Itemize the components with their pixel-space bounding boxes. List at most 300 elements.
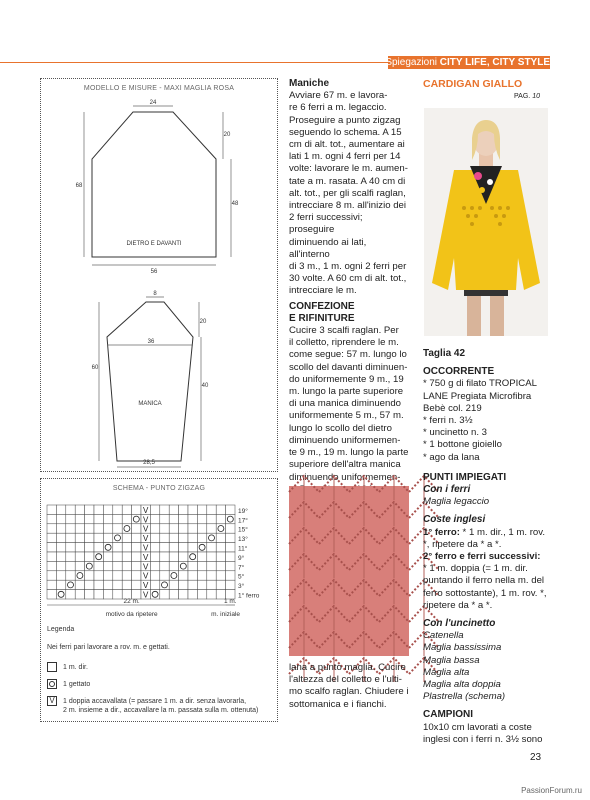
grid-cell [169,590,178,599]
legend-item-yarnover: 1 gettato [47,679,90,689]
text-line: di una manica diminuendo [289,398,402,410]
grid-cell [179,571,188,580]
grid-cell [75,505,84,514]
text-line: re 6 ferri a m. legaccio. [289,102,387,114]
grid-cell [216,505,225,514]
grid-cell [75,543,84,552]
list-item: Bebè col. 219 [423,402,482,414]
list-item: * ferri n. 3½ [423,415,473,427]
text-line: sottomanica e i fianchi. [289,698,387,710]
repeat-width-label: 22 m. [123,598,140,605]
grid-cell [132,524,141,533]
grid-cell [197,514,206,523]
row-number: 1° ferro [238,592,260,600]
yarnover-symbol-icon [47,679,57,689]
gauge-text [423,722,550,746]
grid-cell [160,590,169,599]
text-line: lati 1 m. ogni 4 ferri per 14 [289,151,401,163]
grid-cell [150,505,159,514]
grid-cell [179,505,188,514]
grid-cell [169,505,178,514]
text-line: Proseguire a punto zigzag [289,114,401,126]
grid-cell [150,571,159,580]
text-line: do uniformemente 9 m., 19 [289,373,404,385]
coste-row1: 1° ferro: * 1 m. dir., 1 m. rov. [423,526,546,538]
grid-cell [56,514,65,523]
text-line: alt. tot., per gli scalfi raglan, [289,187,406,199]
text-line: intrecciare le m. [289,285,357,297]
row-number: 19° [238,507,248,515]
text-line: volte: lavorare le m. aumen- [289,163,408,175]
grid-cell [94,505,103,514]
grid-cell [122,543,131,552]
sleeve-width-mid: 36 [147,339,155,345]
grid-cell [56,524,65,533]
grid-cell [132,552,141,561]
grid-cell [160,514,169,523]
grid-cell [122,514,131,523]
grid-cell [160,571,169,580]
grid-cell [47,524,56,533]
list-item: Plastrella (schema) [423,691,506,703]
grid-cell [56,505,65,514]
row-number: 17° [238,517,248,525]
coste-heading: Coste inglesi [423,514,486,526]
legend-title: Legenda [47,626,75,633]
grid-cell [226,533,235,542]
grid-cell [188,580,197,589]
row-number: 3° [238,583,245,591]
grid-cell [169,524,178,533]
maniche-text [289,90,409,297]
page-ref: PAG. 10 [514,93,540,100]
measures-panel [40,78,278,472]
grid-cell [169,552,178,561]
text-line: diminuendo ai lati, all'interno [289,236,367,260]
grid-cell [66,524,75,533]
front-width-bottom: 56 [150,269,158,275]
grid-cell [75,590,84,599]
text-line: lana a punto maglia. Cucire [289,662,406,673]
maniche-heading: Maniche [289,78,330,89]
zigzag-panel [40,478,278,722]
grid-cell [207,590,216,599]
grid-cell [197,571,206,580]
crochet-stitch-list [423,630,550,703]
grid-cell [150,524,159,533]
confezione-heading-2: E RIFINITURE [289,312,355,324]
list-item: Catenella [423,630,464,642]
grid-cell [94,533,103,542]
grid-cell [179,580,188,589]
grid-cell [179,543,188,552]
header-title: Spiegazioni CITY LIFE, CITY STYLE [385,57,550,68]
grid-cell [113,580,122,589]
grid-cell [179,533,188,542]
sleeve-raglan-height: 20 [199,319,207,325]
grid-cell [56,533,65,542]
grid-cell [207,524,216,533]
grid-cell [207,505,216,514]
grid-cell [207,543,216,552]
grid-cell [197,552,206,561]
grid-cell [188,505,197,514]
grid-cell [47,561,56,570]
grid-cell [150,561,159,570]
text-line: uniformemente 5 m., 57 m. [289,410,404,422]
grid-cell [47,533,56,542]
grid-cell [197,524,206,533]
zigzag-chart [41,479,277,618]
grid-cell [47,571,56,580]
grid-cell [207,561,216,570]
right-column-body [423,348,550,746]
row-number: 5° [238,573,245,581]
list-item: * uncinetto n. 3 [423,427,488,439]
grid-cell [132,580,141,589]
grid-cell [56,552,65,561]
confezione-heading-1: CONFEZIONE [289,300,355,312]
grid-cell [188,561,197,570]
text-line: tate a m. rasata. A 40 cm di [289,175,406,187]
grid-cell [85,514,94,523]
grid-cell [66,514,75,523]
grid-cell [122,533,131,542]
middle-column-end [289,662,409,711]
grid-cell [216,543,225,552]
grid-cell [169,543,178,552]
text-line: 10x10 cm lavorati a coste [423,721,532,733]
grid-cell [132,571,141,580]
grid-cell [85,571,94,580]
grid-cell [47,543,56,552]
grid-cell [226,571,235,580]
grid-cell [188,514,197,523]
list-item: LANE Pregiata Microfibra [423,390,532,402]
right-column [423,78,550,100]
list-item: * ago da lana [423,451,480,463]
grid-cell [56,543,65,552]
grid-cell [75,561,84,570]
grid-cell [160,505,169,514]
grid-cell [179,590,188,599]
zigzag-swatch-image [289,486,409,656]
text-line: il colletto, riprendere le m. [289,337,399,349]
list-item: Maglia alta [423,666,470,678]
size-heading: Taglia 42 [423,348,466,359]
coste-row2-heading: 2° ferro e ferri successivi: [423,551,541,563]
coste-row1-cont: *, ripetere da * a *. [423,538,502,550]
grid-cell [94,543,103,552]
grid-cell [150,543,159,552]
grid-cell [47,552,56,561]
text-line: diminuendo uniformemen- [289,471,401,483]
grid-cell [103,580,112,589]
text-line: l'altezza del colletto e l'ulti- [289,674,402,686]
decrease-symbol: V [143,571,149,581]
text-line: intrecciare 8 m. all'inizio dei [289,200,407,212]
grid-cell [150,552,159,561]
grid-cell [197,590,206,599]
list-item: * 1 bottone gioiello [423,439,502,451]
grid-cell [216,580,225,589]
legend-item-knit: 1 m. dir. [47,662,88,672]
grid-cell [226,543,235,552]
decrease-symbol: V [143,524,149,534]
grid-cell [94,580,103,589]
grid-cell [160,543,169,552]
front-total-height: 68 [75,183,83,189]
text-line: 30 volte. A 60 cm di alt. tot., [289,273,407,285]
grid-cell [160,561,169,570]
grid-cell [113,552,122,561]
sleeve-lower-height: 40 [201,383,209,389]
grid-cell [103,561,112,570]
text-line: inglesi con i ferri n. 3½ sono [423,733,543,745]
motif-label: motivo da ripetere [105,611,158,618]
grid-cell [94,571,103,580]
grid-cell [160,533,169,542]
grid-cell [85,543,94,552]
row-number: 11° [238,545,248,553]
decrease-symbol: V [143,505,149,515]
grid-cell [85,590,94,599]
campioni-heading: CAMPIONI [423,709,473,721]
finishing-text [289,662,409,711]
row-number: 9° [238,554,245,562]
grid-cell [85,524,94,533]
watermark: PassionForum.ru [521,786,582,795]
coste-row2-text [423,563,550,612]
uncinetto-heading: Con l'uncinetto [423,618,496,630]
text-line: ferro sottostante), 1 m. rov. *, [423,587,547,599]
text-line: m. lungo la parte superiore [289,386,404,398]
text-line: come segue: 57 m. lungo lo [289,349,407,361]
grid-cell [103,590,112,599]
middle-column [289,78,409,545]
grid-cell [47,514,56,523]
list-item: Maglia bassa [423,654,480,666]
grid-cell [188,543,197,552]
start-stitch-label: m. iniziale [211,611,241,618]
text-line: Avviare 67 m. e lavora- [289,90,388,102]
grid-cell [75,552,84,561]
text-line: seguendo lo schema. A 15 [289,126,402,138]
front-label: DIETRO E DAVANTI [126,241,182,247]
front-raglan-height: 20 [223,132,231,138]
grid-cell [113,524,122,533]
grid-cell [150,514,159,523]
grid-cell [207,514,216,523]
front-width-top: 24 [149,100,157,106]
grid-cell [47,590,56,599]
sleeve-width-bottom: 28,5 [143,460,155,466]
grid-cell [94,524,103,533]
grid-cell [56,580,65,589]
grid-cell [113,543,122,552]
punti-heading: PUNTI IMPIEGATI [423,471,507,483]
grid-cell [85,552,94,561]
measures-title: MODELLO E MISURE - MAXI MAGLIA ROSA [83,85,235,92]
header-rule [0,62,388,63]
grid-cell [188,524,197,533]
grid-cell [216,571,225,580]
row-number: 13° [238,536,248,544]
grid-cell [66,533,75,542]
model-photo [424,108,548,336]
grid-cell [66,552,75,561]
decrease-symbol: V [143,590,149,600]
grid-cell [66,561,75,570]
grid-cell [197,580,206,589]
legend-item-decrease: V 1 doppia accavallata (= passare 1 m. a dir. senza lavorarla, 2 m. insieme a dir., accavallare la m. passata sulla m. ottenuta) [47,696,258,715]
grid-cell [188,571,197,580]
decrease-symbol: V [143,581,149,591]
grid-cell [113,514,122,523]
grid-cell [94,561,103,570]
grid-cell [94,514,103,523]
text-line: puntando il ferro nella m. del [423,575,545,587]
grid-cell [103,524,112,533]
list-item: Maglia alta doppia [423,679,501,691]
grid-cell [226,561,235,570]
grid-cell [56,561,65,570]
grid-cell [47,505,56,514]
grid-cell [216,514,225,523]
row-number: 7° [238,564,245,572]
grid-cell [66,543,75,552]
grid-cell [113,571,122,580]
grid-cell [122,552,131,561]
grid-cell [113,590,122,599]
grid-cell [113,505,122,514]
grid-cell [226,524,235,533]
grid-cell [132,561,141,570]
grid-cell [207,580,216,589]
grid-cell [85,580,94,589]
decrease-symbol: V [143,552,149,562]
page-number: 23 [530,752,542,763]
grid-cell [150,580,159,589]
grid-cell [75,514,84,523]
grid-cell [103,514,112,523]
project-title: CARDIGAN GIALLO [423,78,523,90]
grid-cell [103,505,112,514]
grid-cell [132,505,141,514]
grid-cell [103,552,112,561]
grid-cell [150,533,159,542]
grid-cell [103,533,112,542]
row-number: 15° [238,526,248,534]
grid-cell [197,561,206,570]
grid-cell [75,524,84,533]
grid-cell [132,543,141,552]
knit-symbol-icon [47,662,57,672]
grid-cell [75,580,84,589]
grid-cell [103,571,112,580]
zigzag-title: SCHEMA - PUNTO ZIGZAG [112,485,206,492]
occorrente-heading: OCCORRENTE [423,366,495,378]
grid-cell [66,505,75,514]
grid-cell [169,580,178,589]
front-body-height: 48 [231,201,239,207]
sleeve-shape [107,302,193,461]
grid-cell [85,505,94,514]
grid-cell [113,561,122,570]
grid-cell [169,533,178,542]
grid-cell [122,571,131,580]
sleeve-label: MANICA [138,401,162,407]
grid-cell [160,524,169,533]
grid-cell [56,571,65,580]
text-line: te 9 m., 19 m. lungo la parte [289,447,409,459]
grid-cell [179,524,188,533]
legend-note: Nei ferri pari lavorare a rov. m. e gettati. [47,644,170,651]
grid-cell [132,533,141,542]
grid-cell [122,505,131,514]
grid-cell [188,533,197,542]
materials-list [423,378,550,463]
grid-cell [160,552,169,561]
sleeve-total-height: 60 [91,365,99,371]
stitch-legaccio: Maglia legaccio [423,496,490,508]
grid-cell [122,561,131,570]
grid-cell [207,571,216,580]
grid-cell [85,533,94,542]
grid-cell [169,514,178,523]
decrease-symbol: V [143,543,149,553]
grid-cell [226,552,235,561]
text-line: 2 ferri successivi; proseguire [289,212,363,236]
grid-cell [226,505,235,514]
measures-diagram [41,79,277,471]
grid-cell [169,561,178,570]
grid-cell [216,552,225,561]
grid-cell [179,552,188,561]
text-line: ripetere da * a *. [423,599,493,611]
text-line: di 3 m., 1 m. ogni 2 ferri per [289,261,407,273]
grid-cell [47,580,56,589]
grid-cell [179,514,188,523]
grid-cell [66,590,75,599]
con-ferri-heading: Con i ferri [423,484,471,496]
grid-cell [66,571,75,580]
start-width-label: 1 m. [223,598,237,605]
grid-cell [75,533,84,542]
grid-cell [216,561,225,570]
decrease-symbol: V [143,515,149,525]
list-item: * 750 g di filato TROPICAL [423,378,537,390]
grid-cell [197,533,206,542]
text-line: mo scalfo raglan. Chiudere i [289,686,409,698]
text-line: Cucire 3 scalfi raglan. Per [289,325,399,337]
text-line: superiore dell'altra manica [289,459,401,471]
grid-cell [207,552,216,561]
grid-cell [226,580,235,589]
decrease-symbol: V [143,534,149,544]
decrease-symbol: V [143,562,149,572]
grid-cell [197,505,206,514]
sleeve-width-top: 8 [153,291,157,297]
grid-cell [122,580,131,589]
text-line: cm di alt. tot., aumentare ai [289,139,405,151]
grid-cell [94,590,103,599]
double-decrease-symbol-icon: V [47,696,57,706]
text-line: scollo del davanti diminuen- [289,361,408,373]
front-back-shape [92,112,216,257]
list-item: Maglia bassissima [423,642,502,654]
text-line: diminuendo uniformemen- [289,434,401,446]
